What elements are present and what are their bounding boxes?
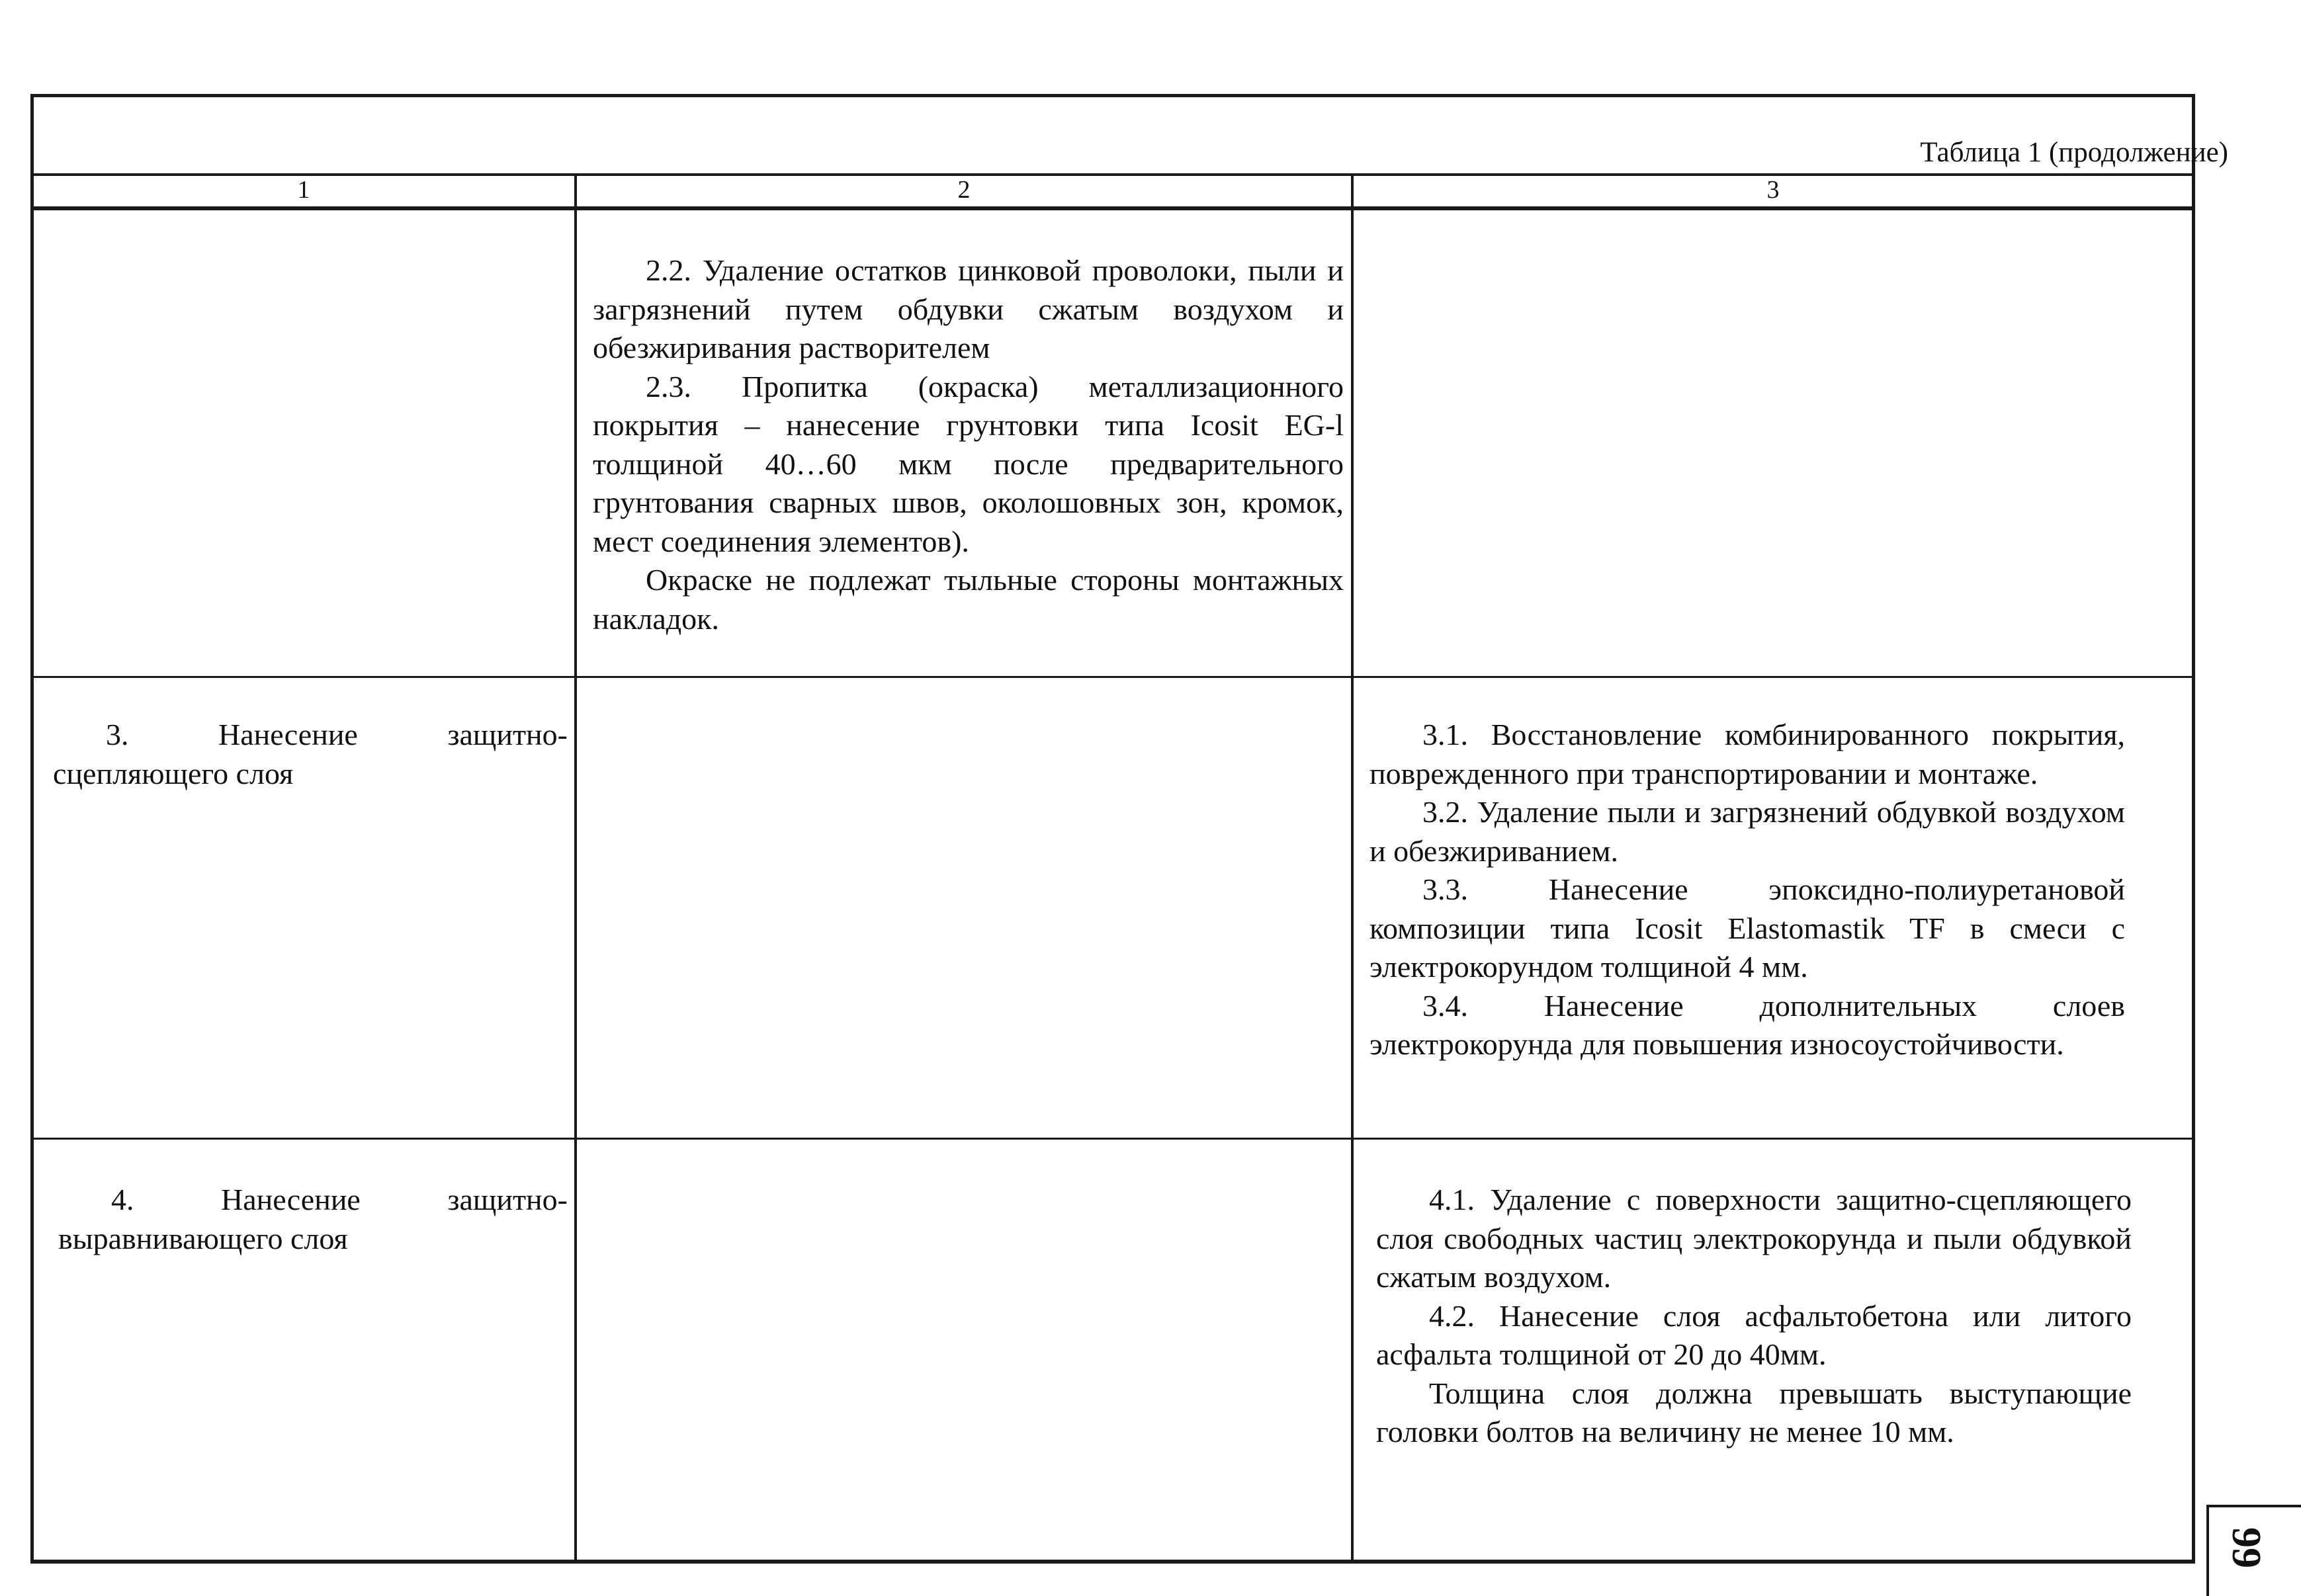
- column-divider-2: [1351, 173, 1354, 1564]
- row-divider-2: [30, 1138, 2195, 1140]
- step-3-4: 3.4. Нанесение дополнительных слоев электрокорунда для повышения износоустойчивости.: [1369, 988, 2125, 1061]
- row-3-col-3: [1376, 1181, 2132, 1452]
- step-3-3: 3.3. Нанесение эпоксидно-полиуретановой композиции типа Icosit Elastomastik TF в смеси с электрокорундом толщиной 4 мм.: [1369, 872, 2125, 984]
- column-number-1: 1: [297, 176, 310, 204]
- row-2-col-3: [1369, 716, 2125, 1064]
- row-2-col-1: [53, 716, 568, 793]
- step-3-1: 3.1. Восстановление комбинированного покрытия, поврежденного при транспортировании и монтаже.: [1369, 718, 2125, 790]
- step-3-2: 3.2. Удаление пыли и загрязнений обдувкой воздухом и обезжириванием.: [1369, 795, 2125, 868]
- page-number-box-top: [2206, 1505, 2301, 1507]
- stage-4-title: 4. Нанесение защитно-выравнивающего слоя: [58, 1183, 568, 1255]
- note-layer-thickness: Толщина слоя должна превышать выступающие головки болтов на величину не менее 10 мм.: [1376, 1376, 2132, 1449]
- header-bottom-rule: [30, 206, 2195, 210]
- step-2-3: 2.3. Пропитка (окраска) металлизационного покрытия – нанесение грунтовки типа Icosit EG-l толщиной 40…60 мкм после предварительного грунтования сварных швов, околошовных зон, кромок, мест соединения элементов).: [593, 369, 1344, 558]
- row-1-col-2: [593, 251, 1344, 638]
- stage-3-title: 3. Нанесение защитно-сцепляющего слоя: [53, 718, 568, 790]
- row-3-col-1: [58, 1181, 568, 1258]
- row-divider-1: [30, 676, 2195, 678]
- column-number-3: 3: [1766, 176, 1780, 204]
- page-number: 99: [2224, 1527, 2269, 1568]
- page-number-box-side: [2206, 1505, 2209, 1596]
- step-4-1: 4.1. Удаление с поверхности защитно-сцепляющего слоя свободных частиц электрокорунда и пыли обдувкой сжатым воздухом.: [1376, 1183, 2132, 1294]
- step-2-2: 2.2. Удаление остатков цинковой проволоки, пыли и загрязнений путем обдувки сжатым воздухом и обезжиривания растворителем: [593, 253, 1344, 364]
- column-number-2: 2: [957, 176, 971, 204]
- table-caption: Таблица 1 (продолжение): [1920, 137, 2228, 168]
- step-4-2: 4.2. Нанесение слоя асфальтобетона или литого асфальта толщиной от 20 до 40мм.: [1376, 1298, 2132, 1371]
- note-mounting-plates: Окраске не подлежат тыльные стороны монтажных накладок.: [593, 563, 1344, 636]
- column-divider-1: [574, 173, 577, 1564]
